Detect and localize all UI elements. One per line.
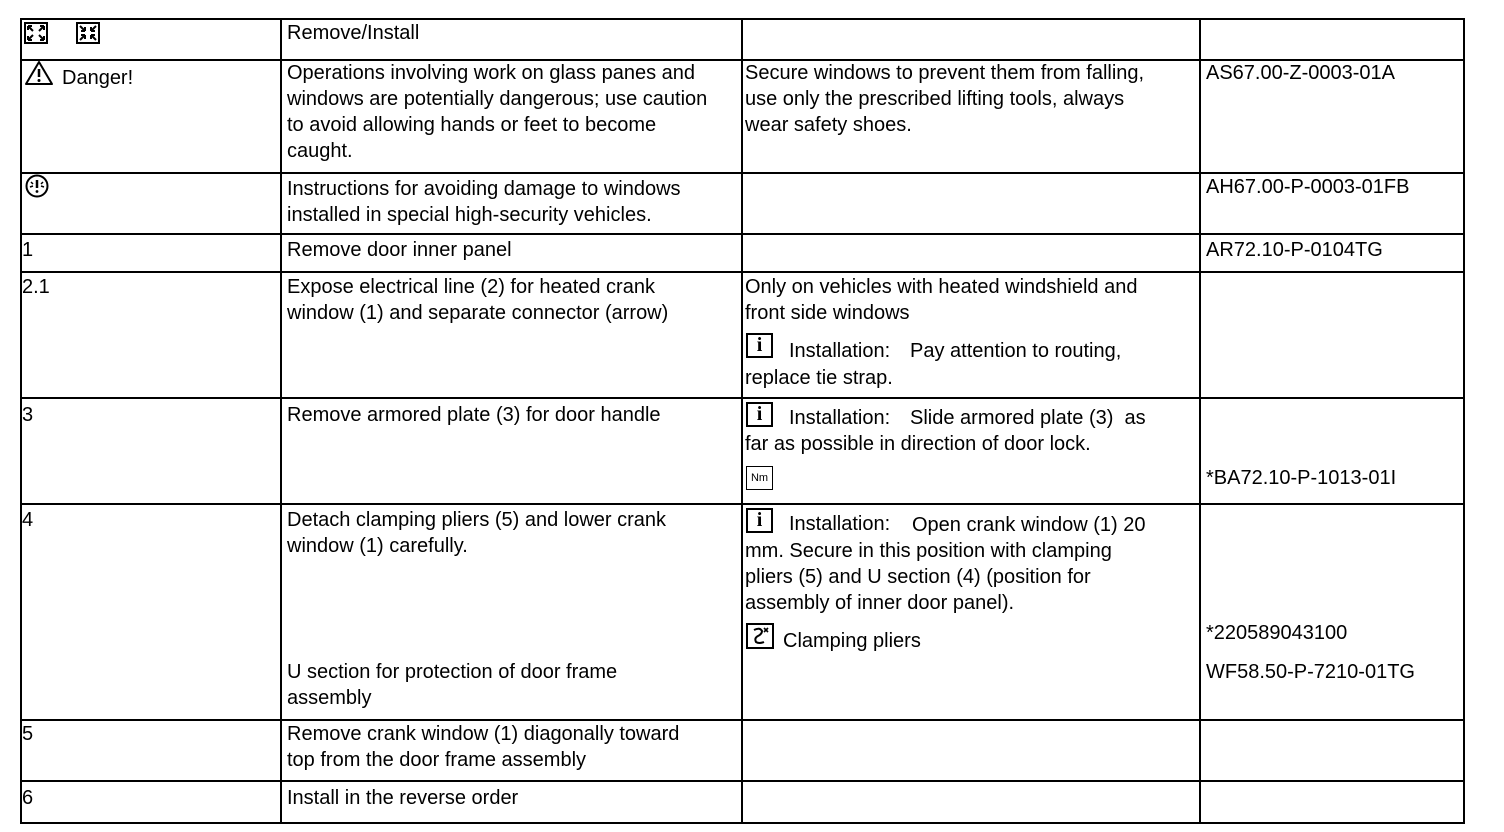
step-2-1-note: Only on vehicles with heated windshield and front side windows <box>745 276 1138 324</box>
install-icon <box>76 22 100 44</box>
header-label: Remove/Install <box>287 22 420 44</box>
warning-triangle-icon <box>24 60 54 86</box>
step-6-number: 6 <box>22 787 34 809</box>
torque-icon: Nm <box>746 466 773 490</box>
table-border-right <box>1463 18 1465 824</box>
step-4-info-label: Installation: <box>789 513 891 535</box>
step-3-info-text-2: far as possible in direction of door lock. <box>745 433 1091 455</box>
info-icon: i <box>746 402 773 427</box>
remove-icon <box>24 22 48 44</box>
notice-text: Instructions for avoiding damage to windows installed in special high-security vehicles. <box>287 178 681 226</box>
step-4-sub-ref[interactable]: WF58.50-P-7210-01TG <box>1206 661 1415 683</box>
step-4-info-text: Open crank window (1) 20 <box>912 514 1146 536</box>
row-divider <box>20 780 1465 782</box>
special-tool-icon <box>746 623 774 649</box>
info-icon: i <box>746 508 773 533</box>
row-divider <box>20 18 1465 20</box>
danger-text: Operations involving work on glass panes and windows are potentially dangerous; use caution to avoid allowing hands or feet to become caught. <box>287 62 708 162</box>
danger-ref[interactable]: AS67.00-Z-0003-01A <box>1206 62 1396 84</box>
step-3-ref[interactable]: *BA72.10-P-1013-01I <box>1206 467 1397 489</box>
row-divider <box>20 233 1465 235</box>
step-2-1-text: Expose electrical line (2) for heated crank window (1) and separate connector (arrow) <box>287 276 669 324</box>
column-divider-3 <box>1199 18 1201 824</box>
step-2-1-info-text: Pay attention to routing, <box>910 340 1122 362</box>
step-4-info-text-2: mm. Secure in this position with clamping pliers (5) and U section (4) (position for assembly of inner door panel). <box>745 540 1112 614</box>
step-6-text: Install in the reverse order <box>287 787 519 809</box>
step-4-tool-ref[interactable]: *220589043100 <box>1206 622 1348 644</box>
step-1-text: Remove door inner panel <box>287 239 512 261</box>
step-2-1-info-text-2: replace tie strap. <box>745 367 893 389</box>
step-5-number: 5 <box>22 723 34 745</box>
row-divider <box>20 503 1465 505</box>
row-divider <box>20 719 1465 721</box>
step-4-text: Detach clamping pliers (5) and lower crank window (1) carefully. <box>287 509 667 557</box>
step-4-sub-text: U section for protection of door frame assembly <box>287 661 618 709</box>
danger-note: Secure windows to prevent them from falling, use only the prescribed lifting tools, always wear safety shoes. <box>745 62 1145 136</box>
step-2-1-info-label: Installation: <box>789 340 891 362</box>
step-4-tool-label: Clamping pliers <box>783 630 921 652</box>
column-divider-1 <box>280 18 282 824</box>
danger-label: Danger! <box>62 67 134 89</box>
notice-ref[interactable]: AH67.00-P-0003-01FB <box>1206 176 1410 198</box>
step-3-number: 3 <box>22 404 34 426</box>
damage-notice-icon <box>24 174 50 198</box>
step-4-number: 4 <box>22 509 34 531</box>
step-3-info-text: Slide armored plate (3) as <box>910 407 1146 429</box>
row-divider <box>20 397 1465 399</box>
step-2-1-number: 2.1 <box>22 276 50 298</box>
column-divider-2 <box>741 18 743 824</box>
info-icon: i <box>746 333 773 358</box>
step-1-number: 1 <box>22 239 34 261</box>
row-divider <box>20 271 1465 273</box>
step-3-text: Remove armored plate (3) for door handle <box>287 404 661 426</box>
step-1-ref[interactable]: AR72.10-P-0104TG <box>1206 239 1383 261</box>
step-5-text: Remove crank window (1) diagonally toward top from the door frame assembly <box>287 723 680 771</box>
row-divider <box>20 822 1465 824</box>
step-3-info-label: Installation: <box>789 407 891 429</box>
